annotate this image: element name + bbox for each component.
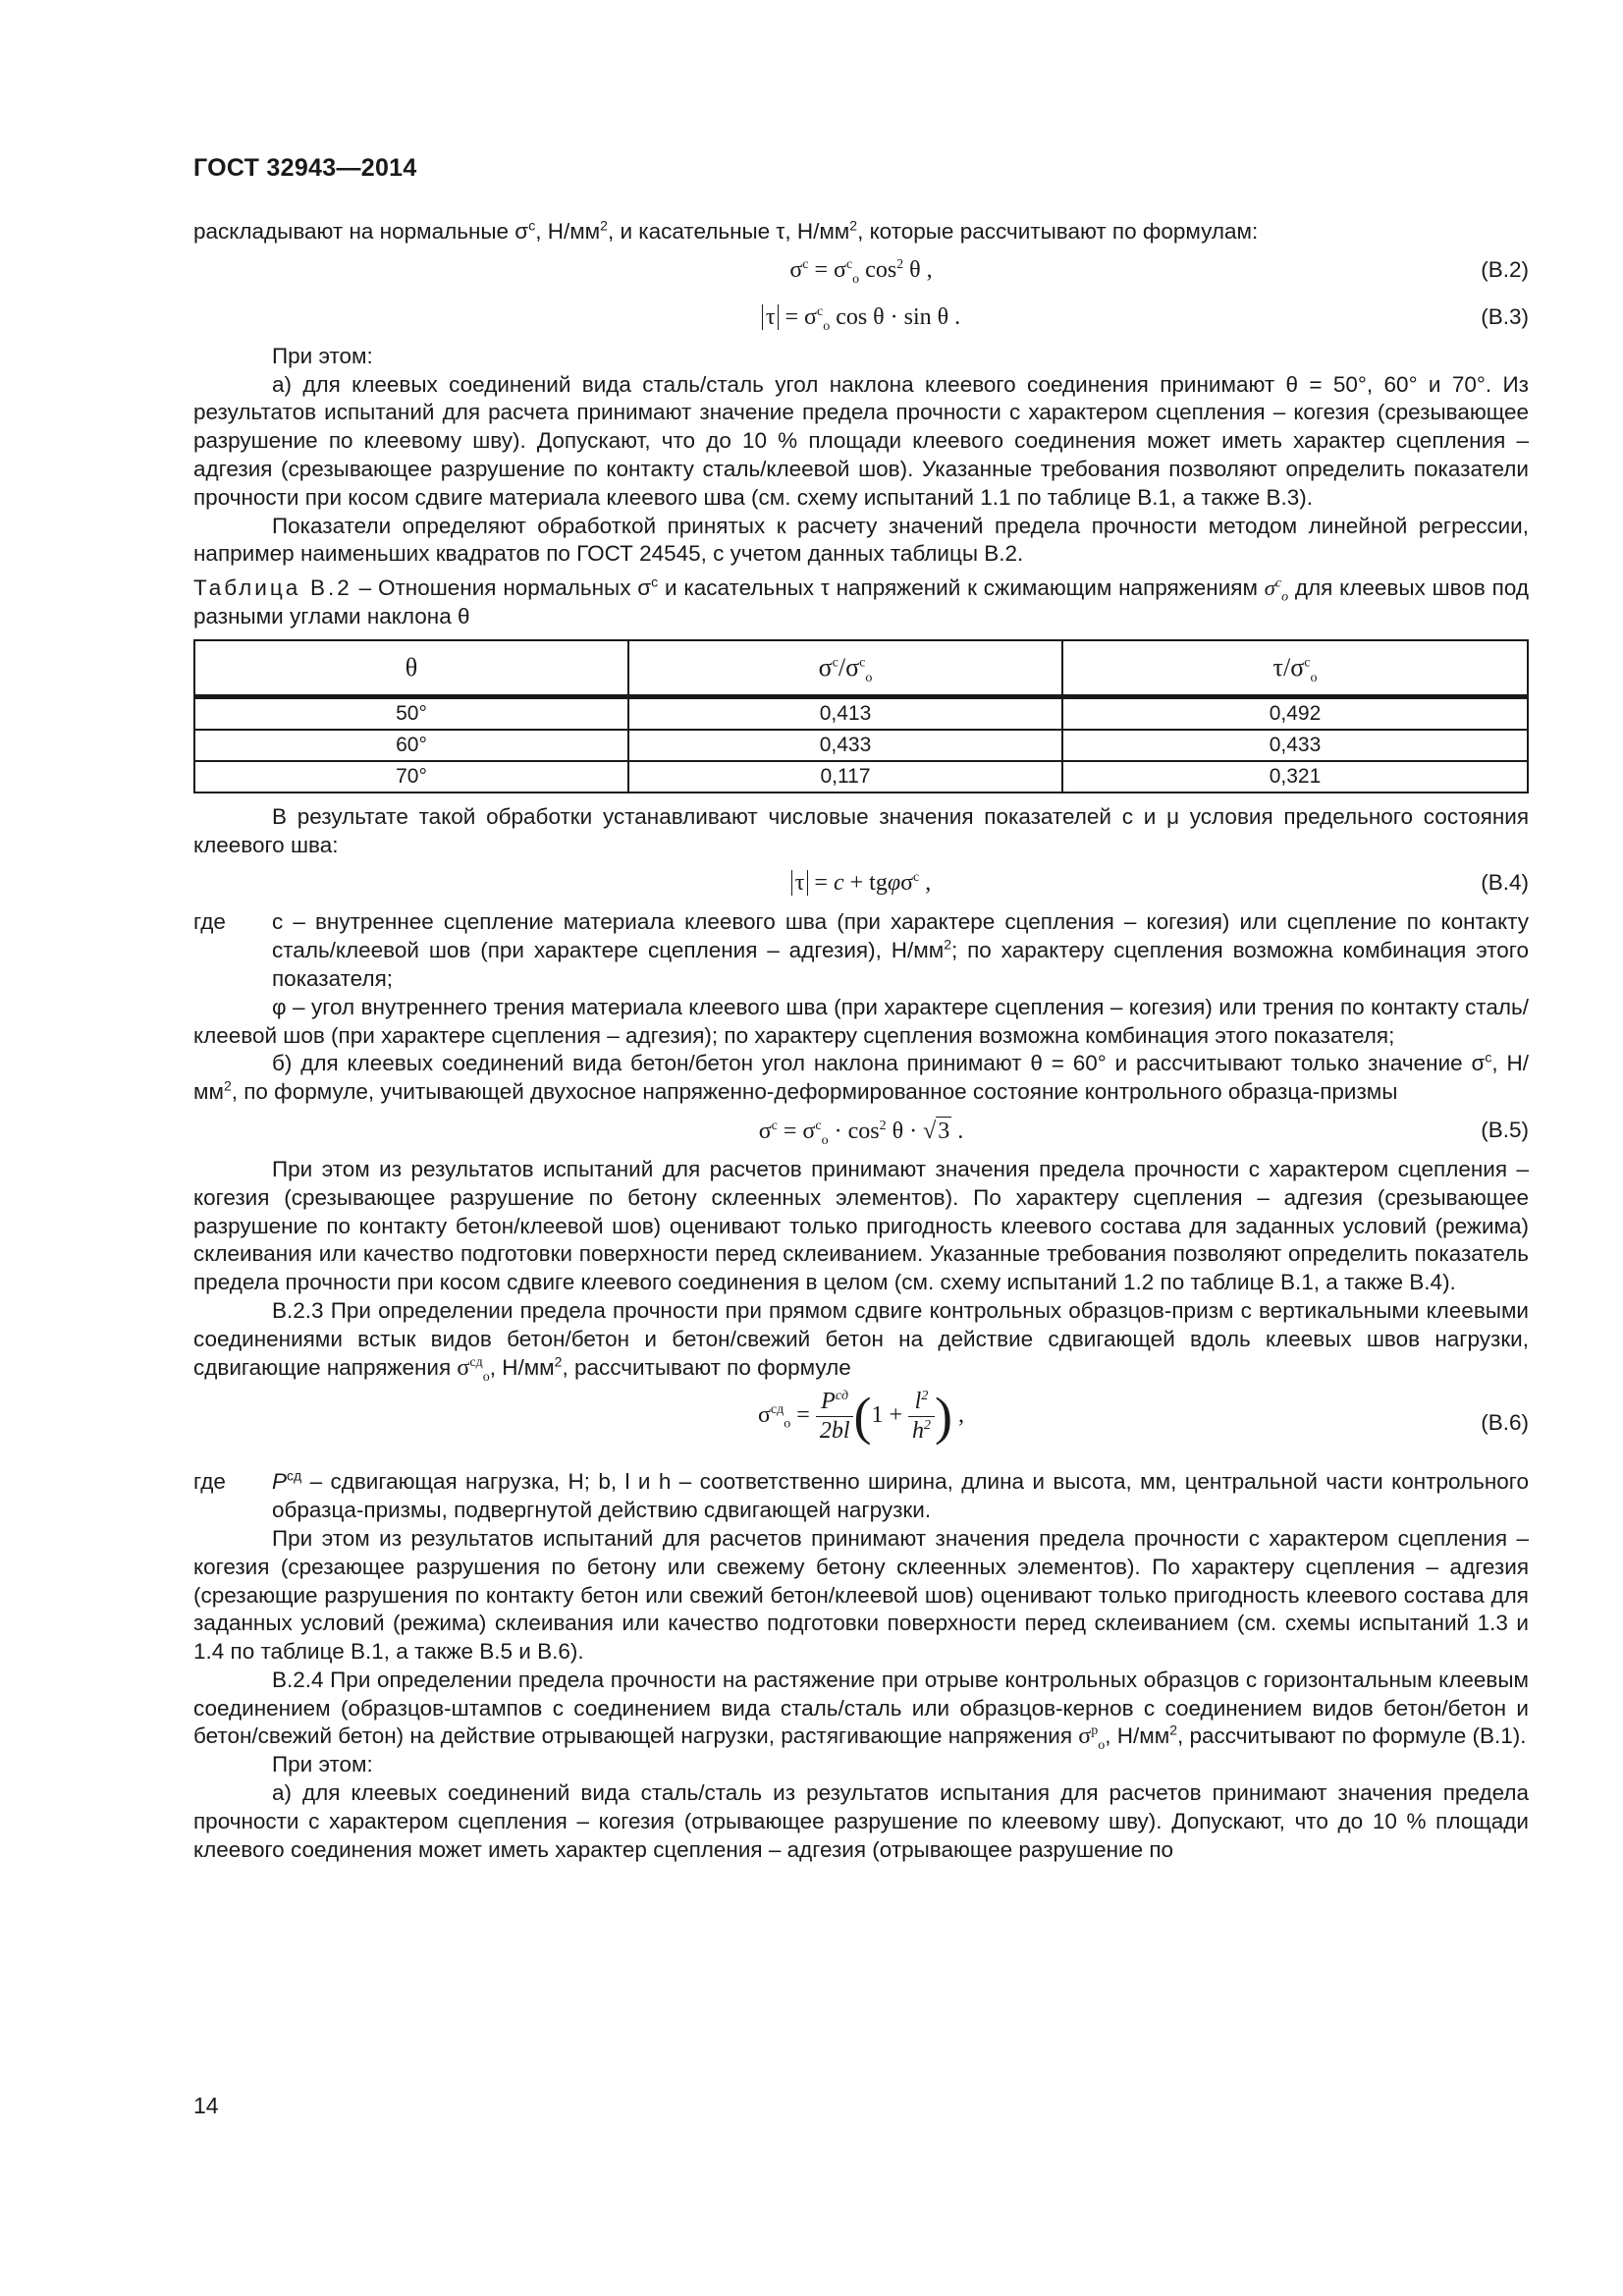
cell-sigma: 0,413 xyxy=(628,696,1062,730)
formula-b3 xyxy=(193,296,1529,341)
formula-number: (В.2) xyxy=(1481,256,1529,282)
table-row xyxy=(194,761,1528,793)
paragraph: При этом из результатов испытаний для расчетов принимают значения предела прочности с характером сцепления – когезия (срезающее разрушения по бетону или свежему бетону склеенных элементов). По характеру сцепления – адгезия (срезающие разрушения по контакту бетон или свежий бетон/клеевой шов) оценивают только пригодность клеевого состава для заданных условий (режима) склеивания или качество подготовки поверхности перед склеиванием (см. схемы испытаний 1.3 и 1.4 по таблице В.1, а также В.5 и В.6). xyxy=(193,1525,1529,1665)
cell-tau: 0,433 xyxy=(1062,730,1528,761)
cell-theta: 70° xyxy=(194,761,628,793)
table-header-row xyxy=(194,640,1528,697)
header-sigma-ratio: $\sigma^c/\sigma^c_o$ xyxy=(628,640,1062,697)
text-run: , и касательные τ, Н/мм xyxy=(607,219,850,244)
text-run: раскладывают на нормальные σ xyxy=(193,219,529,244)
page-content xyxy=(193,218,1529,1864)
formula-expression: $\sigma^c = \sigma^c_o$ $\cos^2 \theta$ , xyxy=(789,256,933,287)
paragraph: При этом: xyxy=(272,1752,373,1777)
formula-number: (В.5) xyxy=(1481,1117,1529,1142)
paragraph: а) для клеевых соединений вида сталь/сталь угол наклона клеевого соединения принимают θ = 50°, 60° и 70°. Из результатов испытаний для расчета принимают значение предела прочности с характером сцепления – когезия (срезывающее разрушение по клеевому шву). Допускают, что до 10 % площади клеевого соединения может иметь характер сцепления – адгезия (срезывающее разрушение по контакту сталь/клеевой шов). Указанные требования позволяют определить показатели прочности при косом сдвиге материала клеевого шва (см. схему испытаний 1.1 по таблице В.1, а также В.3). xyxy=(193,371,1529,510)
text-run: , Н/мм xyxy=(1105,1723,1170,1749)
cell-sigma: 0,433 xyxy=(628,730,1062,761)
text-run: В.2.4 При определении предела прочности на растяжение при отрыве контрольных образцов с горизонтальным клеевым соединением (образцов-штампов с соединением вида сталь/сталь или образцов-кернов с соединением видов бетон/бетон и бетон/свежий бетон) на действие отрывающей нагрузки, растягивающие напряжения xyxy=(193,1667,1529,1749)
page-header: ГОСТ 32943—2014 xyxy=(193,154,417,182)
text-run: c – внутреннее сцепление материала клеевого шва (при характере сцепления – когезия) или сцепление по контакту сталь/клеевой шов (при характере сцепления – адгезия), Н/мм xyxy=(272,909,1529,963)
paragraph: При этом: xyxy=(272,343,373,368)
text-run: , рассчитывают по формуле xyxy=(562,1354,851,1380)
text-run: В.2.3 При определении предела прочности при прямом сдвиге контрольных образцов-призм с вертикальными клеевыми соединениями встык видов бетон/бетон и бетон/свежий бетон на действие сдвигающей вдоль клеевых швов нагрузки, сдвигающие напряжения xyxy=(193,1297,1529,1380)
formula-expression: $\tau = \sigma^c_o$ cos θ · sin θ . xyxy=(193,303,1529,332)
definition-c: где c – внутреннее сцепление материала клеевого шва (при характере сцепления – когезия) или сцепление по контакту сталь/клеевой шов (при характере сцепления – адгезия), $Н/мм^2$; по характеру сцепления возможна комбинация этого показателя; xyxy=(193,909,1529,991)
cell-theta: 50° xyxy=(194,696,628,730)
text-run: б) для клеевых соединений вида бетон/бетон угол наклона принимают θ = 60° и рассчитывают только значение σ xyxy=(272,1051,1486,1076)
text-run: ; по характеру сцепления возможна комбинация этого показателя; xyxy=(272,938,1529,991)
formula-expression: $\sigma^c = \sigma^c_o \cdot \cos^2 \theta \cdot √3$ . xyxy=(758,1118,964,1148)
text-run: для клеевых швов под разными углами наклона θ xyxy=(193,575,1530,629)
formula-b5 xyxy=(193,1109,1529,1154)
table-caption: Таблица В.2 – Отношения нормальных $\sigma^c$ и касательных τ напряжений к сжимающим напряжениям $\sigma^c_o$ для клеевых швов под разными углами наклона θ xyxy=(193,574,1530,629)
paragraph: б) для клеевых соединений вида бетон/бетон угол наклона принимают θ = 60° и рассчитывают только значение $\sigma^c$, $Н/мм^2$, по формуле, учитывающей двухосное напряженно-деформированное состояние контрольного образца-призмы xyxy=(193,1049,1529,1105)
text-run: – Отношения нормальных σ xyxy=(352,575,652,601)
page-number: 14 xyxy=(193,2093,219,2118)
formula-expression: $\sigma^{сд}_о$ = $\frac{P^{сд}}{2bl}$ (1 + $\frac{l^2}{h^2}$ ) , xyxy=(757,1387,964,1447)
table-row xyxy=(194,730,1528,761)
text-run: P xyxy=(272,1469,288,1495)
where-label: где xyxy=(193,1469,226,1495)
formula-b4 xyxy=(193,861,1529,906)
formula-b2 xyxy=(193,248,1529,294)
cell-sigma: 0,117 xyxy=(628,761,1062,793)
header-tau-ratio: $\tau/\sigma^c_o$ xyxy=(1062,640,1528,697)
definition-p: где $P^{сд}$ – сдвигающая нагрузка, Н; b, l и h – соответственно ширина, длина и высота, мм, центральной части контрольного образца-призмы, подвергнутой действию сдвигающей нагрузки. xyxy=(193,1467,1529,1523)
formula-number: (В.6) xyxy=(1481,1410,1529,1436)
text-run: , которые рассчитывают по формулам: xyxy=(857,219,1259,244)
paragraph: При этом из результатов испытаний для расчетов принимают значения предела прочности с характером сцепления – когезия (срезывающее разрушение по бетону склеенных элементов). По характеру сцепления – адгезия (срезывающее разрушение по контакту бетон/клеевой шов) оценивают только пригодность клеевого состава для заданных условий (режима) склеивания или качество подготовки поверхности перед склеиванием. Указанные требования позволяют определить показатель предела прочности при косом сдвиге клеевого соединения в целом (см. схему испытаний 1.2 по таблице В.1, а также В.4). xyxy=(193,1156,1529,1295)
text-run: , Н/мм xyxy=(535,219,601,244)
paragraph: Показатели определяют обработкой принятых к расчету значений предела прочности методом линейной регрессии, например наименьших квадратов по ГОСТ 24545, с учетом данных таблицы В.2. xyxy=(193,513,1529,567)
header-theta: θ xyxy=(194,640,628,697)
paragraph: а) для клеевых соединений вида сталь/сталь из результатов испытания для расчетов принимают значения предела прочности с характером сцепления – когезия (отрывающее разрушение по клеевому шву). Допускают, что до 10 % площади клеевого соединения может иметь характер сцепления – адгезия (отрывающее разрушение по xyxy=(193,1780,1529,1862)
intro-paragraph: раскладывают на нормальные $\sigma^c$, $Н/мм^2$, и касательные τ, $Н/мм^2$, которые рассчитывают по формулам: xyxy=(193,217,1259,244)
text-run: , по формуле, учитывающей двухосное напряженно-деформированное состояние контрольного образца-призмы xyxy=(231,1079,1398,1105)
cell-tau: 0,321 xyxy=(1062,761,1528,793)
text-run: , Н/мм xyxy=(489,1354,555,1380)
text-run: , Н/мм xyxy=(193,1051,1529,1105)
formula-number: (В.3) xyxy=(1481,303,1529,329)
cell-theta: 60° xyxy=(194,730,628,761)
text-run: – сдвигающая нагрузка, Н; b, l и h – соответственно ширина, длина и высота, мм, центральной части контрольного образца-призмы, подвергнутой действию сдвигающей нагрузки. xyxy=(272,1469,1529,1523)
paragraph: В.2.3 При определении предела прочности при прямом сдвиге контрольных образцов-призм с вертикальными клеевыми соединениями встык видов бетон/бетон и бетон/свежий бетон на действие сдвигающей вдоль клеевых швов нагрузки, сдвигающие напряжения $\sigma^{сд}_о$, $Н/мм^2$, рассчитывают по формуле xyxy=(193,1297,1529,1385)
table-caption-label: Таблица В.2 xyxy=(193,575,352,601)
table-row xyxy=(194,696,1528,730)
formula-b6 xyxy=(193,1384,1529,1466)
cell-tau: 0,492 xyxy=(1062,696,1528,730)
definition-phi: φ – угол внутреннего трения материала клеевого шва (при характере сцепления – когезия) или трения по контакту сталь/клеевой шов (при характере сцепления – адгезия); по характеру сцепления возможна комбинация этого показателя; xyxy=(193,994,1529,1048)
paragraph: В результате такой обработки устанавливают числовые значения показателей c и μ условия предельного состояния клеевого шва: xyxy=(193,803,1529,857)
paragraph: В.2.4 При определении предела прочности на растяжение при отрыве контрольных образцов с горизонтальным клеевым соединением (образцов-штампов с соединением вида сталь/сталь или образцов-кернов с соединением видов бетон/бетон и бетон/свежий бетон) на действие отрывающей нагрузки, растягивающие напряжения $\sigma^р_о$, $Н/мм^2$, рассчитывают по формуле (В.1). xyxy=(193,1667,1529,1754)
ratio-table xyxy=(193,639,1529,793)
formula-number: (В.4) xyxy=(1481,870,1529,896)
where-label: где xyxy=(193,909,226,935)
text-run: и касательных τ напряжений к сжимающим напряжениям xyxy=(658,575,1265,601)
text-run: , рассчитывают по формуле (В.1). xyxy=(1176,1723,1527,1749)
formula-expression: τ = c + tgφσ$^c$ , xyxy=(193,869,1529,898)
